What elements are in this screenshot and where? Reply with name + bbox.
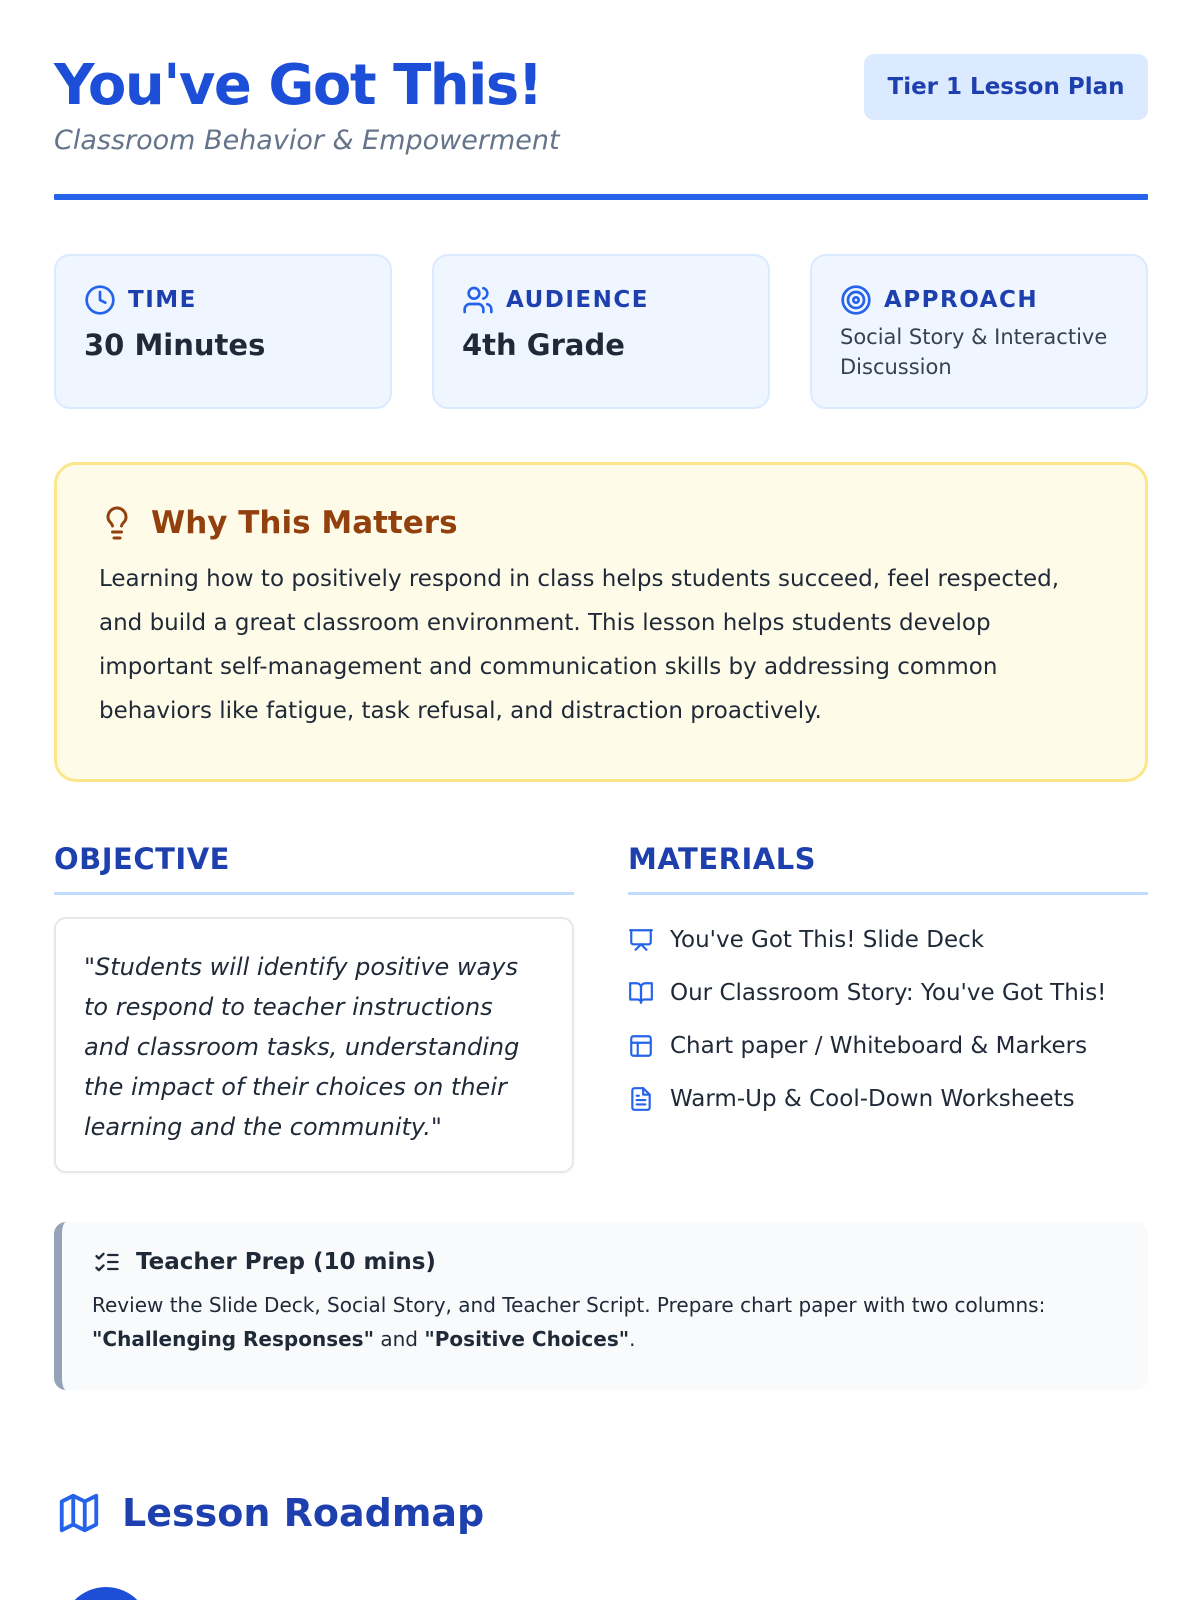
- header-divider: [54, 194, 1148, 200]
- info-value: 30 Minutes: [84, 328, 266, 362]
- presentation-icon: [628, 927, 654, 953]
- prep-text-intro: Review the Slide Deck, Social Story, and Teacher Script. Prepare chart paper with two columns:: [92, 1293, 1046, 1317]
- material-label: Warm-Up & Cool-Down Worksheets: [670, 1085, 1075, 1112]
- why-this-matters: [54, 462, 1148, 782]
- roadmap-title: Lesson Roadmap: [122, 1491, 485, 1535]
- list-item: [628, 966, 1148, 1019]
- info-card-audience: [432, 254, 770, 409]
- info-label: AUDIENCE: [506, 287, 649, 313]
- roadmap-heading: [54, 1490, 484, 1536]
- roadmap-step-marker: [62, 1587, 150, 1600]
- material-label: You've Got This! Slide Deck: [670, 926, 985, 953]
- list-item: [628, 913, 1148, 966]
- list-item: [628, 1019, 1148, 1072]
- objective-section: [54, 842, 574, 1173]
- page-subtitle: Classroom Behavior & Empowerment: [54, 125, 560, 156]
- list-item: [628, 1072, 1148, 1125]
- material-label: Our Classroom Story: You've Got This!: [670, 979, 1107, 1006]
- teacher-prep: [54, 1222, 1148, 1390]
- why-text: Learning how to positively respond in class helps students succeed, feel respected, and build a great classroom environment. This lesson helps students develop important self-management and communication skills by addressing common behaviors like fatigue, task refusal, and distraction proactively.: [99, 566, 1060, 724]
- info-value: Social Story & Interactive Discussion: [840, 325, 1108, 379]
- file-text-icon: [628, 1086, 654, 1112]
- materials-list: [628, 913, 1148, 1125]
- info-value: 4th Grade: [462, 328, 625, 362]
- target-icon: [840, 284, 872, 316]
- objective-text: "Students will identify positive ways to respond to teacher instructions and classroom tasks, understanding the impact of their choices on their learning and the community.": [54, 917, 574, 1173]
- why-title: Why This Matters: [151, 505, 458, 541]
- users-icon: [462, 284, 494, 316]
- prep-text-and: and: [374, 1327, 425, 1351]
- objective-title: OBJECTIVE: [54, 842, 230, 876]
- lightbulb-icon: [99, 503, 135, 543]
- materials-divider: [628, 892, 1148, 895]
- materials-section: [628, 842, 1148, 1125]
- info-label: APPROACH: [884, 287, 1039, 313]
- prep-title: Teacher Prep (10 mins): [136, 1249, 436, 1275]
- prep-column-2: "Positive Choices": [424, 1327, 630, 1351]
- clock-icon: [84, 284, 116, 316]
- info-card-approach: [810, 254, 1148, 409]
- info-label: TIME: [128, 287, 197, 313]
- tier-badge: Tier 1 Lesson Plan: [864, 54, 1148, 120]
- prep-column-1: "Challenging Responses": [92, 1327, 374, 1351]
- prep-text-end: .: [629, 1327, 636, 1351]
- objective-divider: [54, 892, 574, 895]
- page-title: You've Got This!: [54, 53, 542, 118]
- materials-title: MATERIALS: [628, 842, 817, 876]
- book-open-icon: [628, 980, 654, 1006]
- map-icon: [54, 1490, 104, 1536]
- info-card-time: [54, 254, 392, 409]
- info-cards: [54, 254, 1148, 409]
- layout-icon: [628, 1033, 654, 1059]
- material-label: Chart paper / Whiteboard & Markers: [670, 1032, 1088, 1059]
- prep-text: [92, 1288, 1118, 1356]
- lesson-header: [54, 50, 1148, 202]
- list-checks-icon: [92, 1248, 122, 1276]
